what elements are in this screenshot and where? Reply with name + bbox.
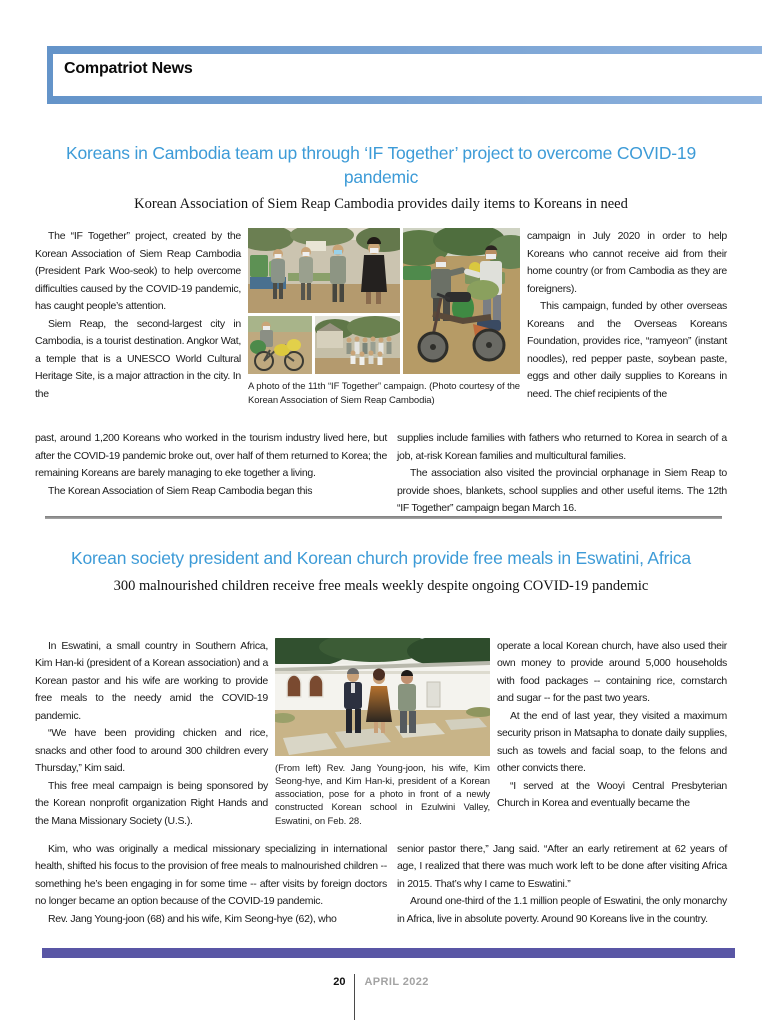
article2-title: Korean society president and Korean church provide free meals in Eswatini, Africa — [71, 548, 691, 568]
article1-photo-figure — [248, 228, 520, 406]
article1-below-row — [35, 430, 727, 518]
photo-group — [315, 316, 400, 374]
article-separator — [45, 516, 722, 519]
paragraph: At the end of last year, they visited a maximum security prison in Matsapha to donate daily supplies, such as towels and facial soap, to the felons and other convicts there. — [497, 709, 727, 775]
paragraph: The “IF Together” project, created by the Korean Association of Siem Reap Cambodia (President Park Woo-seok) to help overcome difficulties caused by the COVID-19 pandemic, has caught people’s attention. — [35, 230, 241, 313]
paragraph: “I served at the Wooyi Central Presbyterian Church in Korea and eventually became the — [497, 779, 727, 810]
article2-below-right — [397, 841, 727, 929]
page-footer — [0, 974, 762, 1020]
article1-photo-caption: A photo of the 11th “IF Together” campaign. (Photo courtesy of the Korean Association of Siem Reap Cambodia) — [248, 381, 520, 406]
article1-below-left — [35, 430, 387, 500]
paragraph: supplies include families with fathers who returned to Korea in search of a job, at-risk Korean families and multicultural families. — [397, 432, 727, 462]
paragraph: “We have been providing chicken and rice, snacks and other food to around 300 children every Thursday,” Kim said. — [35, 727, 268, 775]
paragraph: This campaign, funded by other overseas Koreans and the Overseas Koreans Foundation, provides rice, “ramyeon” (instant noodles), red pepper paste, soybean paste, eggs and other daily supplies to Koreans in need. The chief recipients of the — [527, 300, 727, 400]
paragraph: Rev. Jang Young-joon (68) and his wife, Kim Seong-hye (62), who — [48, 912, 337, 925]
paragraph: The Korean Association of Siem Reap Cambodia began this — [48, 484, 313, 497]
article1-columns — [35, 228, 727, 427]
article-cambodia — [35, 142, 727, 518]
section-header-inner — [53, 54, 762, 96]
article2-photo-figure — [275, 638, 490, 828]
footer-accent-bar — [42, 948, 735, 958]
paragraph: The association also visited the provincial orphanage in Siem Reap to provide shoes, blankets, school supplies and other useful items. The 12th “IF Together” campaign began March 16. — [397, 467, 727, 515]
paragraph: senior pastor there,” Jang said. “After an early retirement at 62 years of age, I realized that there was much work left to be done after visiting Africa in 2015. That’s why I came to Eswatini.” — [397, 842, 727, 890]
article2-left-column — [35, 638, 268, 831]
article1-right-column — [527, 228, 727, 403]
footer-divider — [354, 974, 355, 1020]
photo-distribution — [248, 228, 400, 313]
article1-subtitle: Korean Association of Siem Reap Cambodia provides daily items to Koreans in need — [134, 196, 628, 213]
section-title: Compatriot News — [64, 60, 193, 77]
article2-below-left — [35, 841, 387, 929]
paragraph: Around one-third of the 1.1 million people of Eswatini, the only monarchy in Africa, live in absolute poverty. Around 90 Koreans live in the country. — [397, 895, 727, 925]
paragraph: campaign in July 2020 in order to help Koreans who cannot receive aid from their home country (or from Cambodia as they are foreigners). — [527, 230, 727, 295]
article2-subtitle: 300 malnourished children receive free meals weekly despite ongoing COVID-19 pandemic — [113, 577, 649, 594]
paragraph: In Eswatini, a small country in Southern Africa, Kim Han-ki (president of a Korean association) and a Korean pastor and his wife are working to provide free meals to the needy amid the COVID-19 pandemic. — [35, 639, 268, 722]
article2-below-row — [35, 841, 727, 929]
article2-columns — [35, 638, 727, 838]
paragraph: past, around 1,200 Koreans who worked in the tourism industry lived here, but after the COVID-19 pandemic broke out, over half of them returned to Korea; the remaining Koreans are barely managing to eke together a living. — [35, 432, 387, 480]
photo-school-group — [275, 638, 490, 756]
paragraph: Kim, who was originally a medical missionary specializing in international health, shifted his focus to the provision of free meals to malnourished children -- something he’s been engaging in for some time -- after visits by foreign doctors no longer became an option because of the COVID-19 pandemic. — [35, 842, 387, 908]
issue-date: APRIL 2022 — [364, 976, 429, 988]
paragraph: This free meal campaign is being sponsored by the Korean nonprofit organization Right Hands and the Mana Missionary Society (U.S.). — [35, 779, 268, 827]
article1-below-right — [397, 430, 727, 518]
photo-bicycle — [248, 316, 312, 374]
paragraph: operate a local Korean church, have also used their own money to provide around 5,000 households with food packages -- containing rice, cornstarch and sugar -- for the past two years. — [497, 639, 727, 705]
section-header — [47, 46, 762, 104]
article2-right-column — [497, 638, 727, 813]
campaign-photo-collage — [248, 228, 520, 374]
paragraph: Siem Reap, the second-largest city in Cambodia, is a tourist destination. Angkor Wat, a temple that is a UNESCO World Cultural Heritage Site, is a major attraction in the city. In the — [35, 317, 241, 400]
article2-photo-caption: (From left) Rev. Jang Young-joon, his wife, Kim Seong-hye, and Kim Han-ki, president of a Korean association, pose for a photo in front of a newly constructed Korean school in Ezulwini Valley, Eswatini, on Feb. 28. — [275, 762, 490, 827]
collage-bottom-row — [248, 316, 400, 374]
article1-title: Koreans in Cambodia team up through ‘IF Together’ project to overcome COVID-19 pandemic — [66, 143, 696, 187]
article1-left-column — [35, 228, 241, 403]
page-number: 20 — [333, 976, 346, 988]
article-eswatini — [35, 547, 727, 928]
photo-motorcycle — [403, 228, 520, 374]
